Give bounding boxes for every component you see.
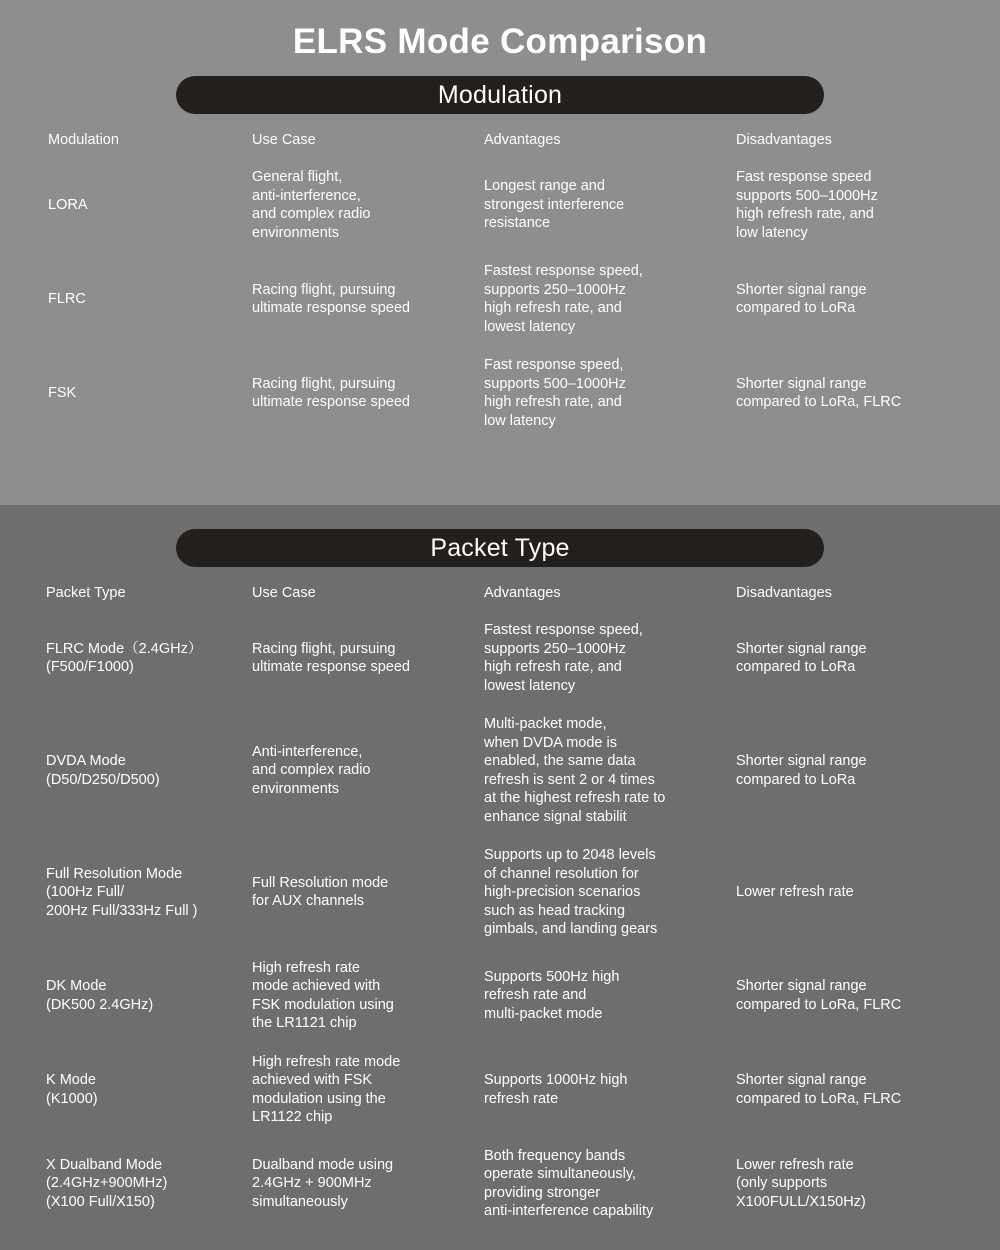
cell-advantages: Fastest response speed, supports 250–1000Hz high refresh rate, and lowest latency (484, 263, 643, 335)
cell-advantages: Fastest response speed, supports 250–1000Hz high refresh rate, and lowest latency (484, 622, 643, 694)
column-header-modulation: Modulation (48, 132, 119, 148)
cell-advantages: Supports 500Hz high refresh rate and multi-packet mode (484, 968, 620, 1022)
column-header-packet-type: Packet Type (46, 585, 126, 601)
table-row (30, 1043, 970, 1137)
cell-use-case: Dualband mode using 2.4GHz + 900MHz simultaneously (252, 1156, 394, 1210)
cell-disadvantages: Lower refresh rate (736, 884, 854, 900)
cell-disadvantages: Shorter signal range compared to LoRa (736, 281, 867, 316)
cell-disadvantages: Shorter signal range compared to LoRa (736, 640, 867, 675)
table-row (30, 836, 970, 949)
cell-mode-name: X Dualband Mode (2.4GHz+900MHz) (X100 Full/X150) (46, 1156, 168, 1210)
packet-type-table (30, 567, 970, 1231)
column-header-advantages: Advantages (484, 585, 561, 601)
cell-use-case: High refresh rate mode achieved with FSK modulation using the LR1122 chip (252, 1053, 401, 1125)
cell-mode-name: FSK (48, 384, 77, 401)
cell-mode-name: FLRC Mode（2.4GHz） (F500/F1000) (46, 640, 203, 675)
column-header-disadvantages: Disadvantages (736, 132, 832, 148)
table-row (30, 158, 970, 252)
cell-advantages: Supports 1000Hz high refresh rate (484, 1072, 628, 1107)
table-row (30, 705, 970, 836)
table-row (30, 1137, 970, 1231)
section-heading-packet-type: Packet Type (176, 529, 824, 567)
column-header-disadvantages: Disadvantages (736, 585, 832, 601)
cell-use-case: Racing flight, pursuing ultimate response speed (252, 640, 410, 675)
cell-disadvantages: Shorter signal range compared to LoRa, FLRC (736, 1072, 902, 1107)
cell-advantages: Longest range and strongest interference resistance (484, 178, 625, 232)
table-row (30, 346, 970, 440)
section-heading-modulation: Modulation (176, 76, 824, 114)
cell-disadvantages: Shorter signal range compared to LoRa (736, 753, 867, 788)
modulation-table (30, 114, 970, 440)
cell-mode-name: DK Mode (DK500 2.4GHz) (46, 978, 154, 1013)
cell-use-case: Racing flight, pursuing ultimate response speed (252, 281, 410, 316)
cell-advantages: Fast response speed, supports 500–1000Hz high refresh rate, and low latency (484, 357, 626, 429)
cell-mode-name: Full Resolution Mode (100Hz Full/ 200Hz Full/333Hz Full ) (46, 865, 198, 919)
column-header-advantages: Advantages (484, 132, 561, 148)
cell-use-case: Racing flight, pursuing ultimate response speed (252, 375, 410, 410)
cell-advantages: Both frequency bands operate simultaneously, providing stronger anti-interference capability (484, 1147, 654, 1219)
table-header-row (30, 567, 970, 611)
table-row (30, 252, 970, 346)
modulation-section (0, 0, 1000, 505)
table-row (30, 949, 970, 1043)
cell-use-case: Full Resolution mode for AUX channels (252, 874, 389, 910)
cell-mode-name: FLRC (48, 290, 86, 307)
cell-use-case: High refresh rate mode achieved with FSK modulation using the LR1121 chip (252, 959, 394, 1031)
cell-advantages: Supports up to 2048 levels of channel resolution for high-precision scenarios such as head tracking gimbals, and landing gears (484, 847, 658, 937)
cell-mode-name: K Mode (K1000) (46, 1072, 98, 1107)
table-header-row (30, 114, 970, 158)
table-row (30, 611, 970, 705)
cell-disadvantages: Shorter signal range compared to LoRa, FLRC (736, 375, 902, 410)
packet-type-section (0, 505, 1000, 1250)
cell-disadvantages: Lower refresh rate (only supports X100FULL/X150Hz) (736, 1156, 866, 1210)
cell-mode-name: DVDA Mode (D50/D250/D500) (46, 753, 160, 788)
page-title: ELRS Mode Comparison (292, 22, 708, 61)
cell-mode-name: LORA (48, 196, 88, 213)
cell-disadvantages: Fast response speed supports 500–1000Hz high refresh rate, and low latency (736, 169, 878, 241)
cell-disadvantages: Shorter signal range compared to LoRa, FLRC (736, 978, 902, 1013)
cell-advantages: Multi-packet mode, when DVDA mode is enabled, the same data refresh is sent 2 or 4 times at the highest refresh rate to enhance signal stabilit (484, 716, 666, 825)
column-header-use-case: Use Case (252, 132, 316, 148)
column-header-use-case: Use Case (252, 585, 316, 601)
cell-use-case: General flight, anti-interference, and complex radio environments (252, 169, 371, 241)
cell-use-case: Anti-interference, and complex radio environments (252, 743, 371, 797)
